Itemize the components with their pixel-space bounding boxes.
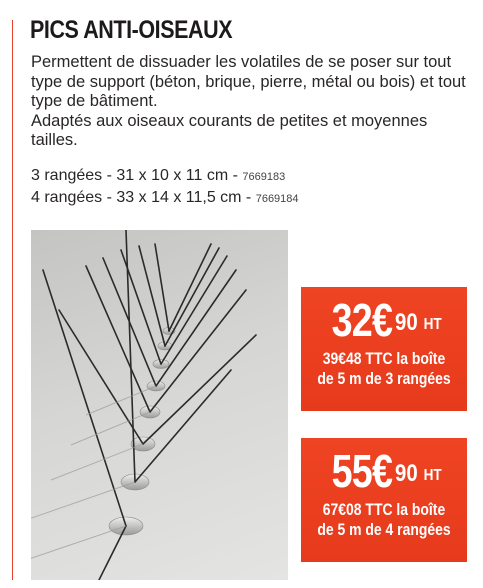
price-cents: 90: [394, 309, 418, 336]
reference-label: 3 rangées - 31 x 10 x 11 cm -: [31, 167, 243, 184]
reference-code: 7669184: [255, 192, 299, 205]
reference-code: 7669183: [242, 171, 286, 183]
price-tag: [301, 438, 467, 562]
tax-label: HT: [423, 467, 442, 484]
product-title: PICS ANTI-OISEAUX: [30, 16, 233, 44]
price-cents: 90: [394, 460, 418, 487]
reference-row: [31, 188, 471, 210]
price-euros: 32€: [331, 294, 393, 346]
tax-label: HT: [423, 316, 442, 333]
price-tag: [301, 287, 467, 411]
ttc-price: 39€48 TTC la boîte: [322, 349, 446, 368]
description-paragraph: Permettent de dissuader les volatiles de se poser sur tout type de support (béton, brique, pierre, métal ou bois) et tout type de bâtiment.: [31, 53, 466, 110]
description-paragraph: Adaptés aux oiseaux courants de petites et moyennes tailles.: [31, 111, 428, 149]
ttc-price: 67€08 TTC la boîte: [322, 500, 446, 519]
box-description: de 5 m de 3 rangées: [317, 369, 451, 388]
box-description: de 5 m de 4 rangées: [317, 520, 451, 539]
bird-spikes-illustration: [31, 230, 288, 580]
product-description: [31, 53, 471, 151]
price-amount: [301, 445, 467, 497]
product-photo: [31, 230, 288, 580]
price-amount: [301, 294, 467, 346]
reference-label: 4 rangées - 33 x 14 x 11,5 cm -: [31, 188, 256, 206]
reference-row: [31, 166, 471, 188]
price-details: [316, 500, 452, 540]
accent-rule: [12, 20, 13, 580]
price-details: [316, 349, 452, 389]
product-references: [31, 166, 471, 209]
price-euros: 55€: [331, 445, 393, 497]
